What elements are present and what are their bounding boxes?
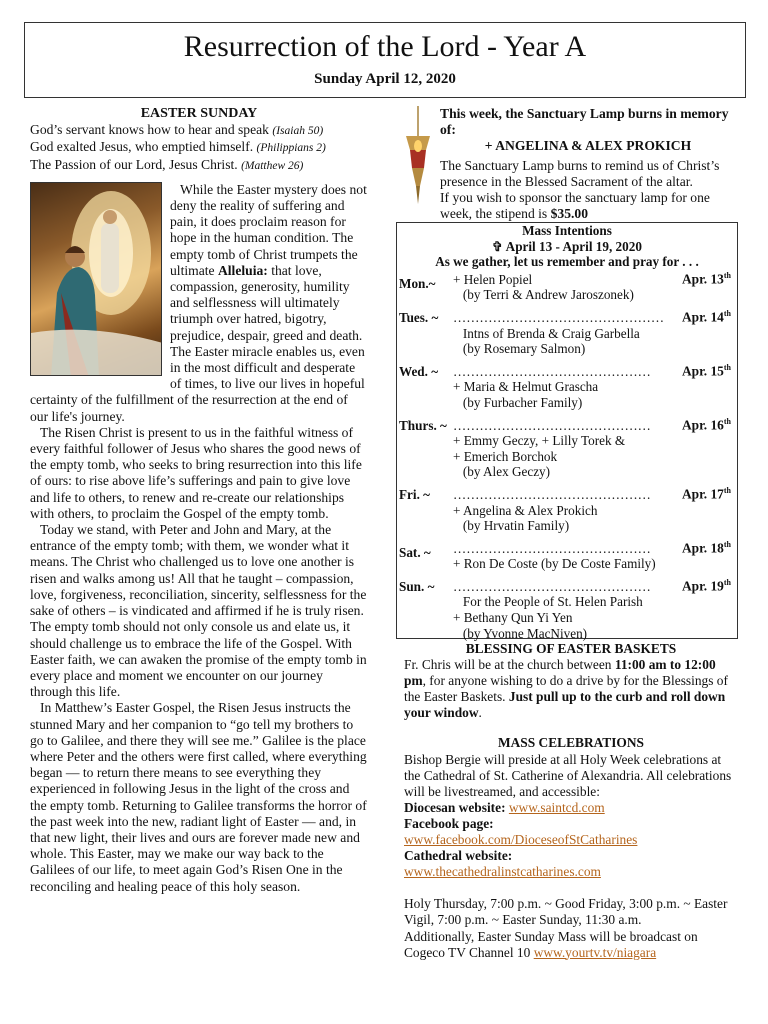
- bulletin-header: [24, 22, 746, 98]
- mass-intention-line: + Maria & Helmut Grascha: [453, 379, 599, 395]
- mass-intention-line: ………………………………………: [453, 417, 651, 433]
- easter-paragraph-4: In Matthew’s Easter Gospel, the Risen Jesus instructs the stunned Mary and her companion to “go tell my brothers to go to Galilee, and there they will see me.” Galilee is the place where Peter and the others were first called, where everything began — to return there means to see everything they experienced in following Jesus in the light of the cross and the empty tomb. Returning to Galilee transforms the horror of the past week into the new, radiant light of Easter — and, in that new light, their lives and ours are forever made new and whole. This Easter, may we make our way back to the Galilees of our life, to meet again God’s Risen One in the reconciling and healing peace of this holy season.: [30, 700, 367, 894]
- announcements: [404, 641, 738, 961]
- mass-day-label: Sat. ~: [399, 544, 431, 560]
- mass-day-label: Mon.~: [399, 275, 436, 291]
- easter-heading: EASTER SUNDAY: [140, 106, 258, 121]
- mass-day-row: [397, 541, 737, 572]
- mass-intention-line: …………………………………………: [453, 309, 664, 325]
- mass-intention-line: + Ron De Coste (by De Coste Family): [453, 556, 656, 572]
- mass-intention-line: ………………………………………: [453, 486, 651, 502]
- schedule-line: Holy Thursday, 7:00 p.m. ~ Good Friday, 3:00 p.m. ~ Easter Vigil, 7:00 p.m. ~ Easter Sunday, 11:30 a.m.: [404, 896, 728, 928]
- broadcast-link[interactable]: www.yourtv.tv/niagara: [533, 944, 657, 960]
- broadcast-line: Additionally, Easter Sunday Mass will be broadcast on Cogeco TV Channel 10 www.yourtv.tv/niagara: [404, 928, 698, 960]
- mass-day-date: Apr. 18th: [681, 539, 731, 556]
- mass-day-date: Apr. 15th: [681, 362, 731, 379]
- mass-intention-line: + Helen Popiel: [453, 271, 533, 287]
- easter-article: [30, 106, 368, 895]
- mass-intentions-title: Mass Intentions: [522, 223, 612, 238]
- mass-day-label: Fri. ~: [399, 486, 431, 502]
- mass-intention-line: Intns of Brenda & Craig Garbella: [453, 325, 640, 341]
- mass-day-row: [397, 487, 737, 534]
- celebrations-heading: MASS CELEBRATIONS: [498, 735, 644, 751]
- page-title: Resurrection of the Lord - Year A: [183, 30, 587, 63]
- diocesan-line: Diocesan website: www.saintcd.com: [404, 799, 605, 815]
- mass-day-date: Apr. 14th: [681, 308, 731, 325]
- mass-day-label: Sun. ~: [399, 578, 435, 594]
- mass-day-label: Tues. ~: [399, 309, 439, 325]
- cathedral-label: Cathedral website:: [404, 848, 513, 864]
- reading-1: God’s servant knows how to hear and speak (Isaiah 50): [30, 122, 324, 138]
- easter-paragraph-1: While the Easter mystery does not deny the reality of suffering and pain, it does proclaim reason for hope in the human condition. The empty tomb of Christ trumpets the ultimate Alleluia: that love, compassion, generosity, humility and selflessness will ultimately triumph over hatred, bigotry, prejudice, despair, greed and death. The Easter miracle enables us, even in the most difficult and desperate of times, to live our lives in hopeful certainty of the fulfillment of the resurrection at the end of our life's journey.: [30, 181, 367, 424]
- mass-intentions-gather: As we gather, let us remember and pray for . . .: [435, 254, 699, 270]
- mass-intention-line: (by Rosemary Salmon): [453, 341, 586, 357]
- mass-intention-line: (by Alex Geczy): [453, 464, 551, 480]
- mass-day-date: Apr. 17th: [681, 485, 731, 502]
- mass-intention-line: ………………………………………: [453, 540, 651, 556]
- mass-day-date: Apr. 19th: [681, 577, 731, 594]
- easter-paragraph-3: Today we stand, with Peter and John and Mary, at the entrance of the empty tomb; with them, we wonder what it means. The Christ who challenged us to love one another is risen and walks among us! All that he taught – compassion, love, forgiveness, reconciliation, sincerity, selflessness for the sake of others – is vindicated and affirmed if he is truly risen. The empty tomb should not only console us and elate us, it should challenge us to embrace the life of the Gospel. With Easter faith, we can awaken the promise of the empty tomb in every place and moment we encounter on our journey through this life.: [30, 522, 367, 700]
- lamp-sponsor: If you wish to sponsor the sanctuary lamp for one week, the stipend is $35.00: [440, 190, 710, 222]
- mass-days-list: [397, 272, 737, 641]
- mass-day-row: [397, 579, 737, 641]
- sanctuary-lamp-notice: [440, 106, 736, 222]
- facebook-label: Facebook page:: [404, 815, 494, 831]
- bulletin-date: Sunday April 12, 2020: [314, 71, 456, 87]
- mass-day-row: [397, 272, 737, 303]
- mass-day-date: Apr. 13th: [681, 270, 731, 287]
- mass-intention-line: ………………………………………: [453, 578, 651, 594]
- mass-intention-line: (by Yvonne MacNiven): [453, 625, 588, 641]
- baskets-body: Fr. Chris will be at the church between 11:00 am to 12:00 pm, for anyone wishing to do a drive by for the Blessings of the Easter Baskets. Just pull up to the curb and roll down your window.: [404, 657, 728, 721]
- facebook-link[interactable]: www.facebook.com/DioceseofStCatharines: [404, 832, 638, 848]
- lamp-body: The Sanctuary Lamp burns to remind us of Christ’s presence in the Blessed Sacrament of the altar.: [440, 157, 720, 189]
- mass-intentions-range: ✞ April 13 - April 19, 2020: [492, 238, 642, 254]
- reading-3: The Passion of our Lord, Jesus Christ. (Matthew 26): [30, 156, 304, 172]
- mass-intentions-box: [396, 222, 738, 639]
- lamp-memory-line: This week, the Sanctuary Lamp burns in memory of:: [440, 106, 729, 138]
- mass-intention-line: + Angelina & Alex Prokich: [453, 502, 598, 518]
- mass-day-row: [397, 364, 737, 411]
- mass-intention-line: (by Furbacher Family): [453, 394, 583, 410]
- easter-paragraph-2: The Risen Christ is present to us in the faithful witness of every faithful follower of Jesus who shares the good news of the empty tomb, who seeks to bring resurrection into this life of ours: to rise above life’s sufferings and pain to give love and life to others, to renew and re-create our relationships with others, to proclaim the Gospel of the empty tomb.: [30, 424, 362, 521]
- lamp-names: + ANGELINA & ALEX PROKICH: [484, 138, 692, 154]
- mass-intention-line: (by Terri & Andrew Jaroszonek): [453, 287, 634, 303]
- mass-intention-line: + Bethany Qun Yi Yen: [453, 610, 573, 626]
- risen-christ-image: [30, 182, 162, 376]
- celebrations-body: Bishop Bergie will preside at all Holy Week celebrations at the Cathedral of St. Catherine of Alexandria. All celebrations will be livestreamed, and accessible:: [404, 751, 732, 799]
- diocesan-link[interactable]: www.saintcd.com: [508, 799, 605, 815]
- cathedral-link[interactable]: www.thecathedralinstcatharines.com: [404, 864, 601, 880]
- mass-day-label: Thurs. ~: [399, 417, 447, 433]
- mass-day-label: Wed. ~: [399, 363, 439, 379]
- sanctuary-lamp-icon: [400, 106, 436, 206]
- reading-2: God exalted Jesus, who emptied himself. (Philippians 2): [30, 139, 326, 155]
- mass-intention-line: + Emerich Borchok: [453, 448, 558, 464]
- mass-intention-line: (by Hrvatin Family): [453, 518, 570, 534]
- mass-day-row: [397, 310, 737, 357]
- baskets-heading: BLESSING OF EASTER BASKETS: [465, 641, 677, 656]
- mass-intention-line: + Emmy Geczy, + Lilly Torek &: [453, 433, 626, 449]
- mass-day-row: [397, 418, 737, 480]
- mass-intention-line: ………………………………………: [453, 363, 651, 379]
- mass-day-date: Apr. 16th: [681, 416, 731, 432]
- mass-intention-line: For the People of St. Helen Parish: [453, 594, 643, 610]
